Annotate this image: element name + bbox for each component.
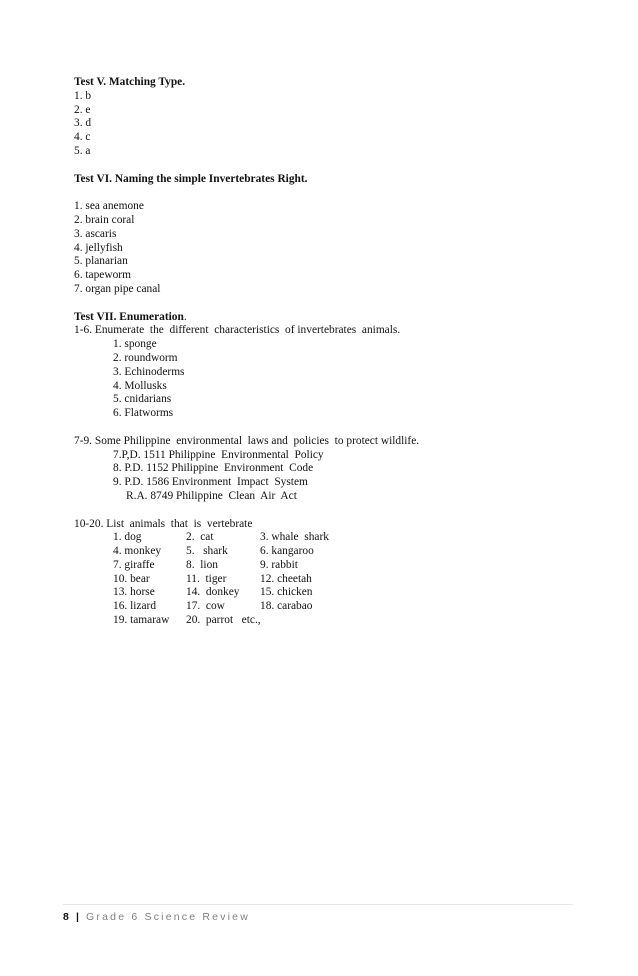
test7-q2-item: 7.P,D. 1511 Philippine Environmental Policy	[113, 448, 324, 461]
page-footer	[63, 904, 573, 923]
test7-q2-item: 8. P.D. 1152 Philippine Environment Code	[113, 462, 314, 475]
test6-answer-list	[74, 200, 574, 297]
test7-q3-prompt: 10-20. List animals that is vertebrate	[74, 517, 253, 530]
test6-answer: 7. organ pipe canal	[74, 282, 161, 295]
vertebrate-cell: 16. lizard	[113, 600, 157, 613]
footer-title: Grade 6 Science Review	[86, 911, 251, 923]
test7-q1-item: 2. roundworm	[113, 351, 178, 364]
test6-answer: 4. jellyfish	[74, 241, 123, 254]
vertebrate-cell: 8. lion	[186, 558, 218, 571]
test7-q2-list	[74, 449, 574, 504]
vertebrate-cell: 18. carabao	[260, 600, 313, 613]
test5-answer: 5. a	[74, 144, 91, 157]
vertebrate-cell: 17. cow	[186, 600, 225, 613]
test7-q1-prompt: 1-6. Enumerate the different characteristics of invertebrates animals.	[74, 324, 401, 337]
test6-answer: 1. sea anemone	[74, 200, 144, 213]
test7-q1-item: 3. Echinoderms	[113, 365, 185, 378]
vertebrate-cell: 15. chicken	[260, 586, 313, 599]
test6-answer: 6. tapeworm	[74, 269, 131, 282]
test5-answer: 4. c	[74, 131, 91, 144]
test7-q2-prompt: 7-9. Some Philippine environmental laws and policies to protect wildlife.	[74, 434, 420, 447]
test5-answer-list	[74, 90, 574, 159]
footer-separator: |	[75, 911, 79, 923]
vertebrate-cell: 1. dog	[113, 531, 142, 544]
test7-q2-extra: R.A. 8749 Philippine Clean Air Act	[126, 489, 297, 502]
vertebrate-cell: 12. cheetah	[260, 572, 312, 585]
vertebrate-row	[74, 559, 574, 573]
test7-q1-list	[74, 338, 574, 421]
test7-heading-line	[74, 311, 574, 325]
test5-answer: 2. e	[74, 103, 91, 116]
vertebrate-cell: 14. donkey	[186, 586, 240, 599]
vertebrate-cell: 7. giraffe	[113, 558, 155, 571]
test7-heading: Test VII. Enumeration	[74, 310, 184, 323]
vertebrate-table	[74, 531, 574, 628]
vertebrate-cell: 13. horse	[113, 586, 155, 599]
test7-q1-item: 4. Mollusks	[113, 379, 167, 392]
vertebrate-cell: 10. bear	[113, 572, 150, 585]
vertebrate-row	[74, 573, 574, 587]
vertebrate-cell: 4. monkey	[113, 545, 162, 558]
vertebrate-cell: 19. tamaraw	[113, 614, 170, 627]
test5-answer: 3. d	[74, 117, 92, 130]
vertebrate-cell: 9. rabbit	[260, 558, 298, 571]
vertebrate-row	[74, 614, 574, 628]
test6-heading: Test VI. Naming the simple Invertebrates Right.	[74, 172, 308, 185]
test5-answer: 1. b	[74, 89, 92, 102]
test5-heading: Test V. Matching Type.	[74, 76, 186, 88]
vertebrate-row	[74, 545, 574, 559]
test6-answer: 2. brain coral	[74, 213, 135, 226]
vertebrate-row	[74, 586, 574, 600]
vertebrate-cell: 5. shark	[186, 545, 228, 558]
vertebrate-cell: 20. parrot etc.,	[186, 614, 261, 627]
test7-q2-item: 9. P.D. 1586 Environment Impact System	[113, 476, 308, 489]
vertebrate-cell: 3. whale shark	[260, 531, 329, 544]
test7-q1-item: 5. cnidarians	[113, 393, 172, 406]
test7-q1-item: 6. Flatworms	[113, 407, 174, 420]
test6-answer: 5. planarian	[74, 255, 128, 268]
vertebrate-cell: 6. kangaroo	[260, 545, 314, 558]
test7-heading-suffix: .	[183, 310, 187, 323]
vertebrate-cell: 11. tiger	[186, 572, 227, 585]
answer-key-content	[74, 76, 574, 628]
test6-answer: 3. ascaris	[74, 227, 117, 240]
page-number: 8	[63, 911, 69, 923]
test7-q1-item: 1. sponge	[113, 338, 157, 351]
vertebrate-row	[74, 531, 574, 545]
vertebrate-cell: 2. cat	[186, 531, 214, 544]
vertebrate-cell	[260, 614, 360, 628]
vertebrate-row	[74, 600, 574, 614]
